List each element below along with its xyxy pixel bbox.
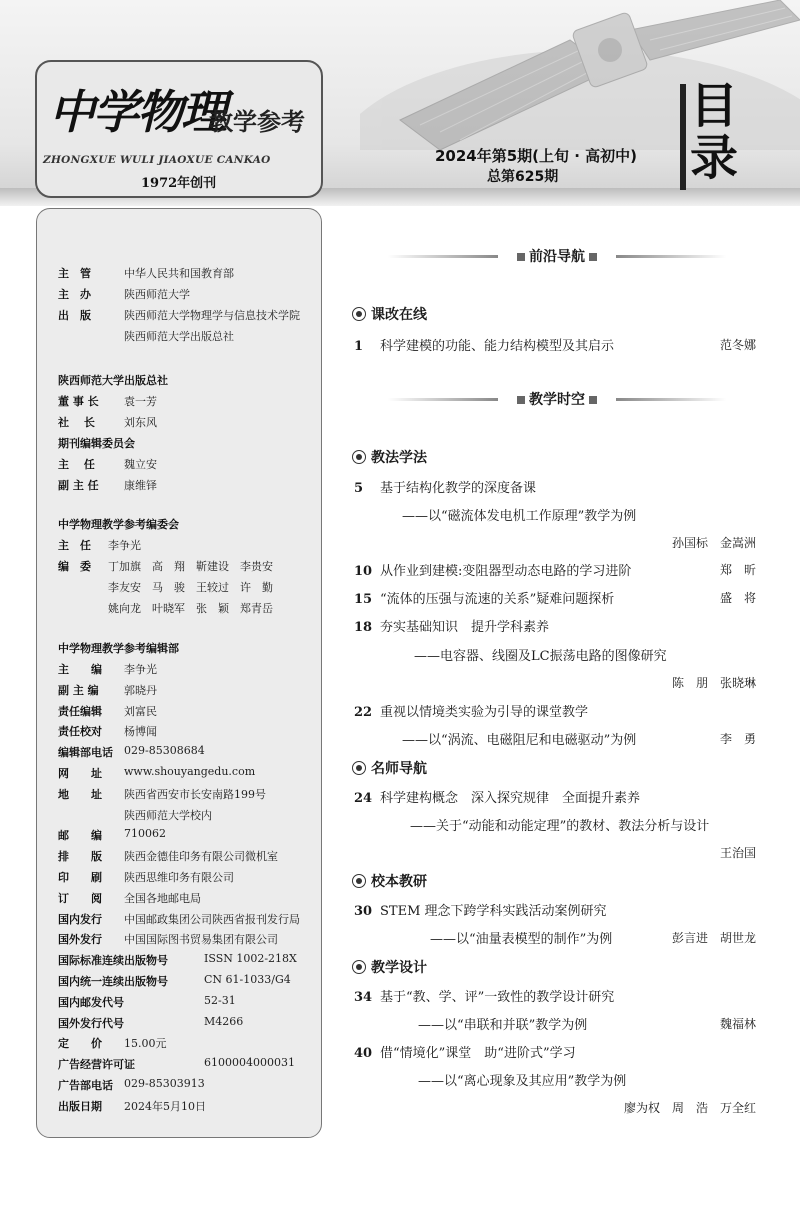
masthead-label: 国外发行 — [58, 933, 102, 947]
category-bullet-icon — [352, 450, 366, 464]
masthead-label: 广告部电话 — [58, 1079, 113, 1092]
masthead-value: 康维铎 — [124, 479, 157, 492]
masthead-value: 029-85308684 — [124, 744, 205, 758]
masthead-label: 出版日期 — [58, 1099, 102, 1113]
founded-year: 1972年创刊 — [141, 176, 217, 191]
category-teaching-design[interactable]: 教学设计 — [352, 957, 427, 977]
masthead-value: 中国国际图书贸易集团有限公司 — [124, 933, 278, 947]
toc-entry[interactable]: 15 “流体的压强与流速的关系”疑难问题探析 — [354, 592, 615, 607]
section-header-teaching — [388, 389, 726, 409]
toc-subtitle: ——以“涡流、电磁阻尼和电磁驱动”为例 — [402, 733, 637, 748]
masthead-value: 姚向龙 叶晓军 张 颖 郑青岳 — [108, 602, 273, 615]
masthead-value: 中国邮政集团公司陕西省报刊发行局 — [124, 912, 300, 926]
masthead-label: 邮 编 — [58, 829, 102, 843]
masthead-value: 李争光 — [124, 663, 157, 676]
logo-title: 中学物理 — [49, 85, 225, 139]
masthead-value: 杨博闻 — [124, 725, 157, 739]
masthead-value: M4266 — [204, 1014, 244, 1028]
masthead-value: 710062 — [124, 827, 166, 841]
toc-entry[interactable]: 40 借“情境化”课堂 助“进阶式”学习 — [354, 1046, 576, 1061]
toc-subtitle: ——以“油量表模型的制作”为例 — [430, 932, 613, 947]
masthead-label: 责任校对 — [58, 725, 102, 739]
toc-subtitle: ——电容器、线圈及LC振荡电路的图像研究 — [414, 649, 667, 664]
masthead-label: 出 版 — [58, 309, 91, 322]
masthead-content — [58, 0, 328, 1213]
toc-entry[interactable]: 18 夯实基础知识 提升学科素养 — [354, 620, 550, 635]
toc-entry[interactable]: 34 基于“教、学、评”一致性的教学设计研究 — [354, 990, 615, 1005]
masthead-value: CN 61-1033/G4 — [204, 973, 291, 986]
toc-author: 范冬娜 — [719, 338, 756, 352]
category-bullet-icon — [352, 960, 366, 974]
masthead-value: 全国各地邮电局 — [124, 891, 201, 905]
masthead-label: 定 价 — [58, 1037, 102, 1051]
masthead-label: 排 版 — [58, 850, 102, 864]
toc-author: 王治国 — [719, 846, 756, 860]
masthead-label: 编 委 — [58, 560, 91, 573]
editorial-dept-title: 中学物理教学参考编辑部 — [58, 642, 179, 655]
toc-author: 廖为权 周 浩 万全红 — [623, 1101, 756, 1115]
section-title: 教学时空 — [529, 392, 585, 408]
masthead-value: 魏立安 — [124, 458, 157, 471]
category-bullet-icon — [352, 761, 366, 775]
masthead-value: 李争光 — [108, 539, 141, 552]
masthead-value: 刘东风 — [124, 416, 157, 429]
category-curriculum-reform[interactable]: 课改在线 — [352, 304, 427, 324]
category-bullet-icon — [352, 307, 366, 321]
masthead-value: 丁加旗 高 翔 靳建设 李贵安 — [108, 560, 273, 573]
toc-entry[interactable]: 24 科学建构概念 深入探究规律 全面提升素养 — [354, 791, 641, 806]
masthead-label: 国外发行代号 — [58, 1016, 124, 1030]
toc-title: 目录 — [690, 78, 739, 186]
masthead-label: 订 阅 — [58, 891, 102, 905]
masthead-value: 郭晓丹 — [124, 683, 157, 697]
masthead-label: 国际标准连续出版物号 — [58, 954, 168, 968]
category-bullet-icon — [352, 874, 366, 888]
toc-entry[interactable]: 5 基于结构化教学的深度备课 — [354, 481, 537, 496]
masthead-value: 2024年5月10日 — [124, 1099, 206, 1113]
masthead-label: 编辑部电话 — [58, 746, 113, 760]
masthead-label: 董 事 长 — [58, 395, 99, 408]
masthead-value: 陕西思维印务有限公司 — [124, 871, 234, 884]
toc-subtitle: ——以“磁流体发电机工作原理”教学为例 — [402, 509, 637, 524]
masthead-value: 52-31 — [204, 993, 236, 1007]
masthead-value: 陕西师范大学 — [124, 288, 190, 301]
masthead-label: 社 长 — [58, 416, 95, 429]
logo-pinyin: ZHONGXUE WULI JIAOXUE CANKAO — [43, 154, 271, 166]
issue-number: 2024年第5期(上旬 · 高初中) — [435, 147, 638, 165]
toc-entry[interactable]: 30 STEM 理念下跨学科实践活动案例研究 — [354, 904, 607, 919]
section-header-frontier — [388, 246, 726, 266]
masthead-label: 国内统一连续出版物号 — [58, 975, 168, 988]
masthead-value: 陕西师范大学物理学与信息技术学院 — [124, 309, 300, 322]
toc-entry[interactable]: 10 从作业到建模:变阻器型动态电路的学习进阶 — [354, 564, 632, 579]
masthead-value: ISSN 1002-218X — [204, 952, 297, 966]
masthead-label: 地 址 — [58, 787, 102, 801]
category-master-teacher[interactable]: 名师导航 — [352, 758, 427, 778]
masthead-label: 网 址 — [58, 767, 102, 780]
toc-subtitle: ——以“离心现象及其应用”教学为例 — [418, 1074, 627, 1089]
masthead-value: 6100004000031 — [204, 1056, 295, 1070]
masthead-label: 主 任 — [58, 458, 95, 471]
masthead-value: 中华人民共和国教育部 — [124, 267, 234, 280]
toc-author: 李 勇 — [719, 732, 756, 746]
toc-subtitle: ——关于“动能和动能定理”的教材、教法分析与设计 — [410, 819, 710, 834]
masthead-label: 主 管 — [58, 267, 91, 280]
masthead-label: 广告经营许可证 — [58, 1058, 135, 1072]
toc-subtitle: ——以“串联和并联”教学为例 — [418, 1018, 588, 1033]
masthead-value: 李友安 马 骏 王较过 许 勤 — [108, 581, 273, 594]
committee-title: 期刊编辑委员会 — [58, 437, 135, 450]
masthead-label: 主 办 — [58, 288, 91, 301]
masthead-label: 主 编 — [58, 663, 102, 676]
toc-author: 孙国标 金嵩洲 — [671, 536, 756, 550]
category-teaching-methods[interactable]: 教法学法 — [352, 447, 427, 467]
masthead-value: 029-85303913 — [124, 1077, 205, 1090]
masthead-label: 国内发行 — [58, 912, 102, 926]
toc-entry[interactable]: 22 重视以情境类实验为引导的课堂教学 — [354, 705, 589, 720]
masthead-value: 陕西师范大学校内 — [124, 808, 212, 822]
masthead-label: 印 刷 — [58, 871, 102, 884]
masthead-label: 责任编辑 — [58, 704, 102, 718]
masthead-label: 副 主 任 — [58, 479, 99, 492]
masthead-value: 袁一芳 — [124, 395, 157, 408]
masthead-value: www.shouyangedu.com — [124, 765, 256, 778]
masthead-label: 主 任 — [58, 539, 91, 552]
press-title: 陕西师范大学出版总社 — [58, 374, 168, 387]
total-issue: 总第625期 — [487, 169, 559, 185]
section-title: 前沿导航 — [529, 249, 585, 265]
toc-author: 魏福林 — [719, 1017, 756, 1031]
masthead-value: 刘富民 — [124, 704, 157, 718]
masthead-value: 陕西金德佳印务有限公司微机室 — [124, 850, 278, 864]
toc-title-bar — [680, 84, 686, 190]
toc-entry[interactable]: 1 科学建模的功能、能力结构模型及其启示 — [354, 339, 615, 354]
toc-author: 陈 朋 张晓琳 — [671, 676, 756, 690]
masthead-label: 国内邮发代号 — [58, 995, 124, 1009]
toc-author: 盛 将 — [719, 591, 756, 605]
toc-author: 郑 昕 — [719, 563, 756, 577]
masthead-label: 副 主 编 — [58, 683, 99, 697]
masthead-value: 陕西省西安市长安南路199号 — [124, 787, 266, 801]
category-school-research[interactable]: 校本教研 — [352, 871, 427, 891]
masthead-value: 15.00元 — [124, 1037, 167, 1051]
logo-subtitle: 教学参考 — [209, 107, 305, 136]
editorial-board-title: 中学物理教学参考编委会 — [58, 518, 179, 531]
toc-author: 彭言进 胡世龙 — [671, 931, 756, 945]
masthead-value: 陕西师范大学出版总社 — [124, 330, 234, 343]
